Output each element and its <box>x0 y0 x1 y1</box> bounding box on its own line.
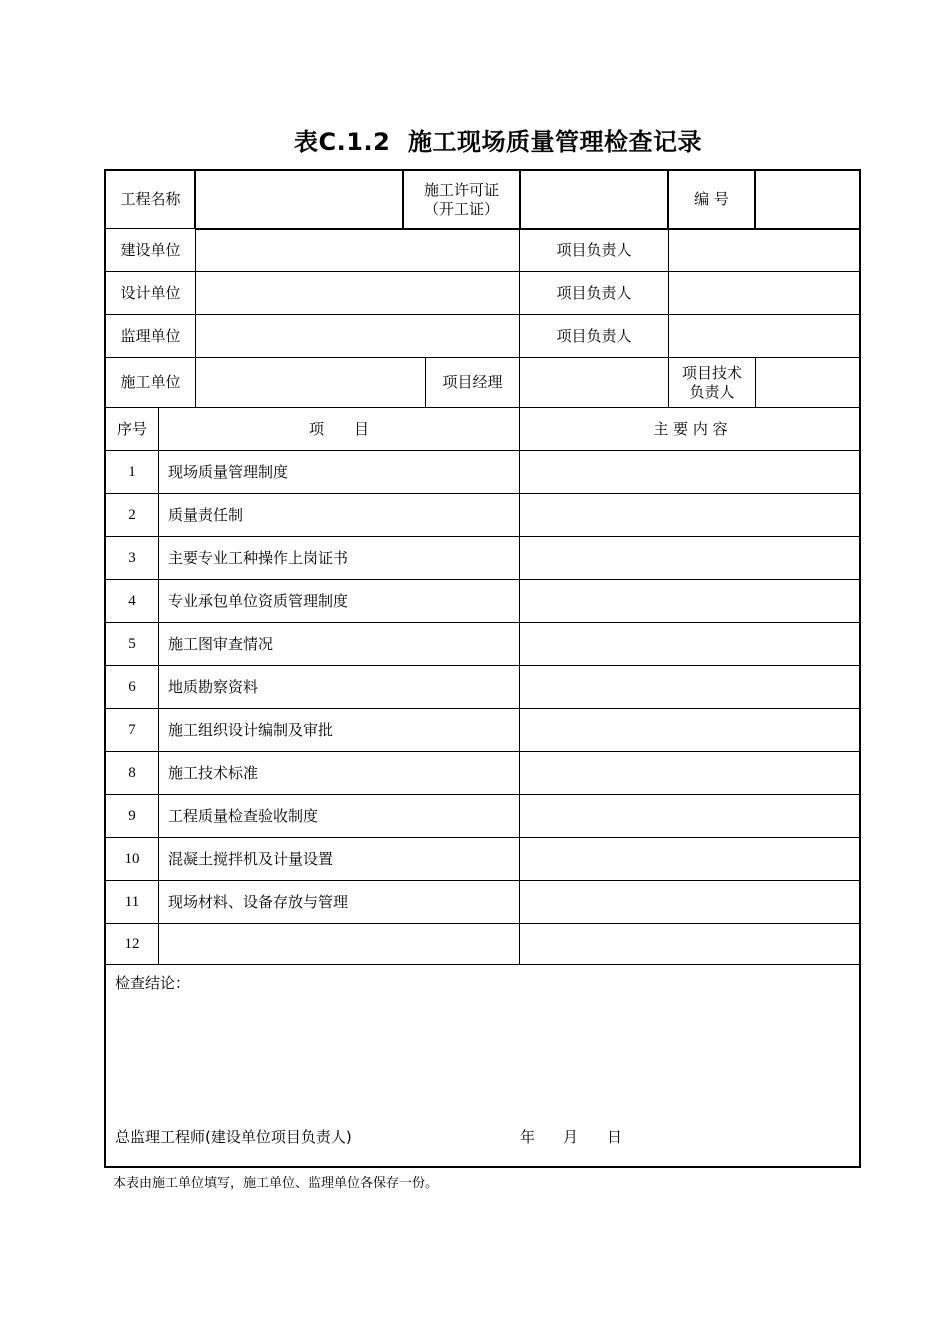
permit-label-line1: 施工许可证 <box>423 180 499 199</box>
project-name-field[interactable] <box>197 171 402 228</box>
project-manager-field[interactable] <box>520 358 668 407</box>
supervision-label: 监理单位 <box>120 326 181 345</box>
title-prefix: 表 <box>294 128 319 156</box>
row-content-field[interactable] <box>520 451 861 493</box>
date-day: 日 <box>607 1128 623 1146</box>
row-content-field[interactable] <box>520 494 861 536</box>
col-no-header: 序号 <box>116 419 147 438</box>
row-no: 9 <box>128 807 136 824</box>
row-content-field[interactable] <box>520 709 861 751</box>
row-no: 10 <box>124 850 140 867</box>
tech-lead-field[interactable] <box>756 358 861 407</box>
row-no: 7 <box>128 721 136 738</box>
row-item: 现场材料、设备存放与管理 <box>168 892 349 911</box>
row-no: 4 <box>128 592 136 609</box>
conclusion-label: 检查结论： <box>115 974 191 992</box>
row-content-field[interactable] <box>520 537 861 579</box>
row-content-field[interactable] <box>520 623 861 665</box>
col-item-header: 项 目 <box>308 419 369 438</box>
row-no: 12 <box>124 935 140 952</box>
design-person-field[interactable] <box>669 272 861 314</box>
row-content-field[interactable] <box>520 752 861 794</box>
row-item: 质量责任制 <box>168 505 244 524</box>
row-content-field[interactable] <box>520 924 861 964</box>
owner-person-field[interactable] <box>669 229 861 271</box>
row-no: 11 <box>124 893 140 910</box>
construction-label: 施工单位 <box>120 373 181 391</box>
row-no: 8 <box>128 764 136 781</box>
page-title <box>0 122 950 157</box>
row-item: 专业承包单位资质管理制度 <box>168 591 349 610</box>
row-no: 6 <box>128 678 136 695</box>
tech-lead-line2: 负责人 <box>689 382 735 401</box>
design-field[interactable] <box>196 272 519 314</box>
row-item: 施工组织设计编制及审批 <box>168 720 334 739</box>
supervision-field[interactable] <box>196 315 519 357</box>
row-content-field[interactable] <box>520 881 861 923</box>
row-item: 主要专业工种操作上岗证书 <box>168 548 349 567</box>
row-content-field[interactable] <box>520 838 861 880</box>
row-item: 施工技术标准 <box>168 763 259 782</box>
date-year: 年 <box>520 1128 536 1146</box>
supervision-person-field[interactable] <box>669 315 861 357</box>
row-content-field[interactable] <box>520 580 861 622</box>
permit-label <box>404 171 519 228</box>
owner-label: 建设单位 <box>120 240 181 259</box>
title-text: 施工现场质量管理检查记录 <box>407 128 702 156</box>
design-person-label: 项目负责人 <box>556 283 632 302</box>
row-item: 地质勘察资料 <box>168 677 259 696</box>
row-item[interactable] <box>159 924 519 964</box>
row-item: 混凝土搅拌机及计量设置 <box>168 849 334 868</box>
project-name-label: 工程名称 <box>120 190 181 208</box>
col-content-header: 主 要 内 容 <box>653 419 728 438</box>
permit-label-line2: （开工证） <box>423 199 499 218</box>
row-item: 工程质量检查验收制度 <box>168 806 319 825</box>
signer-label: 总监理工程师(建设单位项目负责人) <box>115 1128 352 1146</box>
tech-lead-label <box>669 358 755 407</box>
number-field[interactable] <box>756 171 861 228</box>
tech-lead-line1: 项目技术 <box>681 363 742 382</box>
date-month: 月 <box>563 1128 579 1146</box>
project-manager-label: 项目经理 <box>442 373 503 391</box>
number-label: 编 号 <box>694 190 729 208</box>
title-code: C.1.2 <box>318 128 391 156</box>
design-label: 设计单位 <box>120 283 181 302</box>
owner-field[interactable] <box>196 229 519 271</box>
construction-field[interactable] <box>196 358 425 407</box>
row-item: 现场质量管理制度 <box>168 462 289 481</box>
row-item: 施工图审查情况 <box>168 634 274 653</box>
supervision-person-label: 项目负责人 <box>556 326 632 345</box>
footnote: 本表由施工单位填写，施工单位、监理单位各保存一份。 <box>113 1176 439 1191</box>
quality-check-form <box>104 169 861 1168</box>
permit-field[interactable] <box>521 171 667 228</box>
row-no: 5 <box>128 635 136 652</box>
row-content-field[interactable] <box>520 666 861 708</box>
row-no: 1 <box>128 463 136 480</box>
owner-person-label: 项目负责人 <box>556 240 632 259</box>
row-content-field[interactable] <box>520 795 861 837</box>
row-no: 3 <box>128 549 136 566</box>
row-no: 2 <box>128 506 136 523</box>
